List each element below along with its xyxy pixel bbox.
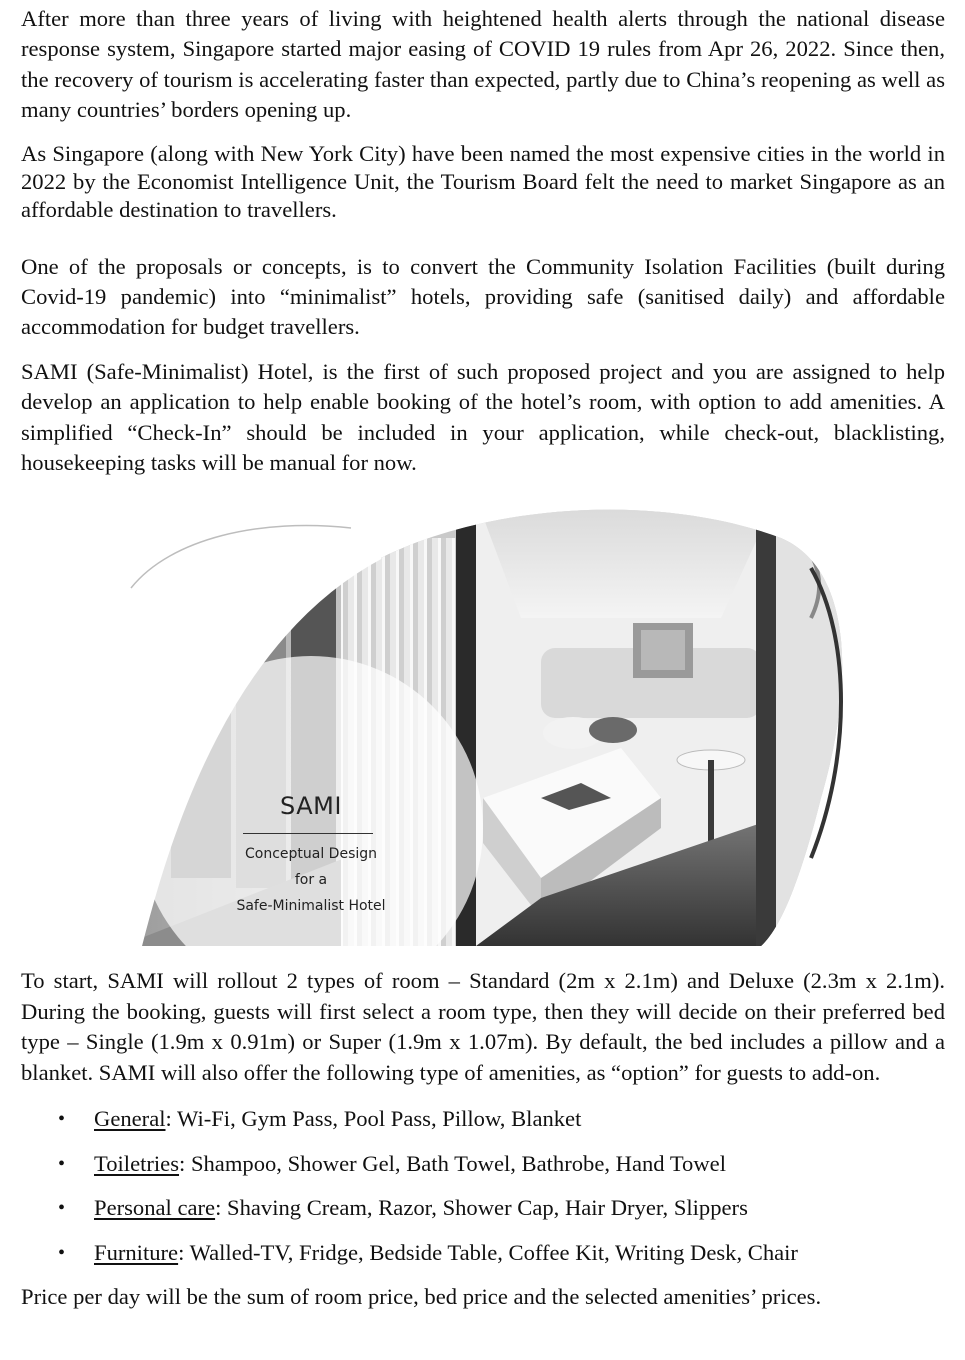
paragraph-isolation-facilities: One of the proposals or concepts, is to convert the Community Isolation Facilities (built during Covid-19 pandemic) into “minimalist” hotels, providing safe (sanitised daily) and affordable accommodation for budget travellers. <box>21 253 945 340</box>
amenity-items: : Wi-Fi, Gym Pass, Pool Pass, Pillow, Blanket <box>165 1106 582 1132</box>
document-page <box>21 4 945 1313</box>
list-item <box>21 1238 945 1268</box>
paragraph-room-types: To start, SAMI will rollout 2 types of room – Standard (2m x 2.1m) and Deluxe (2.3m x 2.1m). During the booking, guests will first select a room type, then they will decide on their preferred bed type – Single (1.9m x 0.91m) or Super (1.9m x 1.07m). By default, the bed includes a pillow and a blanket. SAMI will also offer the following type of amenities, as “option” for guests to add-on. <box>21 968 945 1085</box>
list-item <box>21 1193 945 1223</box>
bullet-icon: • <box>58 1197 66 1220</box>
list-item <box>21 1149 945 1179</box>
bullet-icon: • <box>58 1152 66 1175</box>
hotel-room-photo <box>21 498 945 946</box>
amenity-items: : Walled-TV, Fridge, Bedside Table, Coffee Kit, Writing Desk, Chair <box>178 1239 798 1265</box>
bullet-icon: • <box>58 1108 66 1131</box>
amenities-list <box>21 1104 945 1268</box>
paragraph-covid-easing: After more than three years of living with heightened health alerts through the national disease response system, Singapore started major easing of COVID 19 rules from Apr 26, 2022. Since then, the recovery of tourism is accelerating faster than expected, partly due to China’s reopening as well as many countries’ borders opening up. <box>21 6 945 123</box>
amenity-category: Furniture <box>94 1239 179 1265</box>
amenity-items: : Shaving Cream, Razor, Shower Cap, Hair Dryer, Slippers <box>215 1195 748 1221</box>
figure-title: SAMI <box>280 792 342 821</box>
paragraph-sami-project: SAMI (Safe-Minimalist) Hotel, is the first of such proposed project and you are assigned to help develop an application to help enable booking of the hotel’s room, with option to add amenities. A simplified “Check-In” should be included in your application, while check-out, blacklisting, housekeeping tasks will be manual for now. <box>21 358 945 476</box>
figure-divider <box>243 833 373 834</box>
amenity-category: General <box>94 1106 166 1132</box>
figure-subtitle-line1: Conceptual Design <box>244 846 378 863</box>
figure-subtitle-line3: Safe-Minimalist Hotel <box>236 898 386 915</box>
bullet-icon: • <box>58 1241 66 1264</box>
amenity-category: Personal care <box>94 1195 216 1221</box>
amenity-items: : Shampoo, Shower Gel, Bath Towel, Bathrobe, Hand Towel <box>179 1150 726 1176</box>
list-item <box>21 1104 945 1134</box>
hotel-concept-image <box>21 498 945 946</box>
figure-subtitle-line2: for a <box>294 872 328 889</box>
paragraph-pricing: Price per day will be the sum of room price, bed price and the selected amenities’ prices. <box>21 1284 822 1310</box>
paragraph-expensive-city: As Singapore (along with New York City) have been named the most expensive cities in the world in 2022 by the Economist Intelligence Unit, the Tourism Board felt the need to market Singapore as an affordable destination to travellers. <box>21 140 945 222</box>
amenity-category: Toiletries <box>94 1150 180 1176</box>
